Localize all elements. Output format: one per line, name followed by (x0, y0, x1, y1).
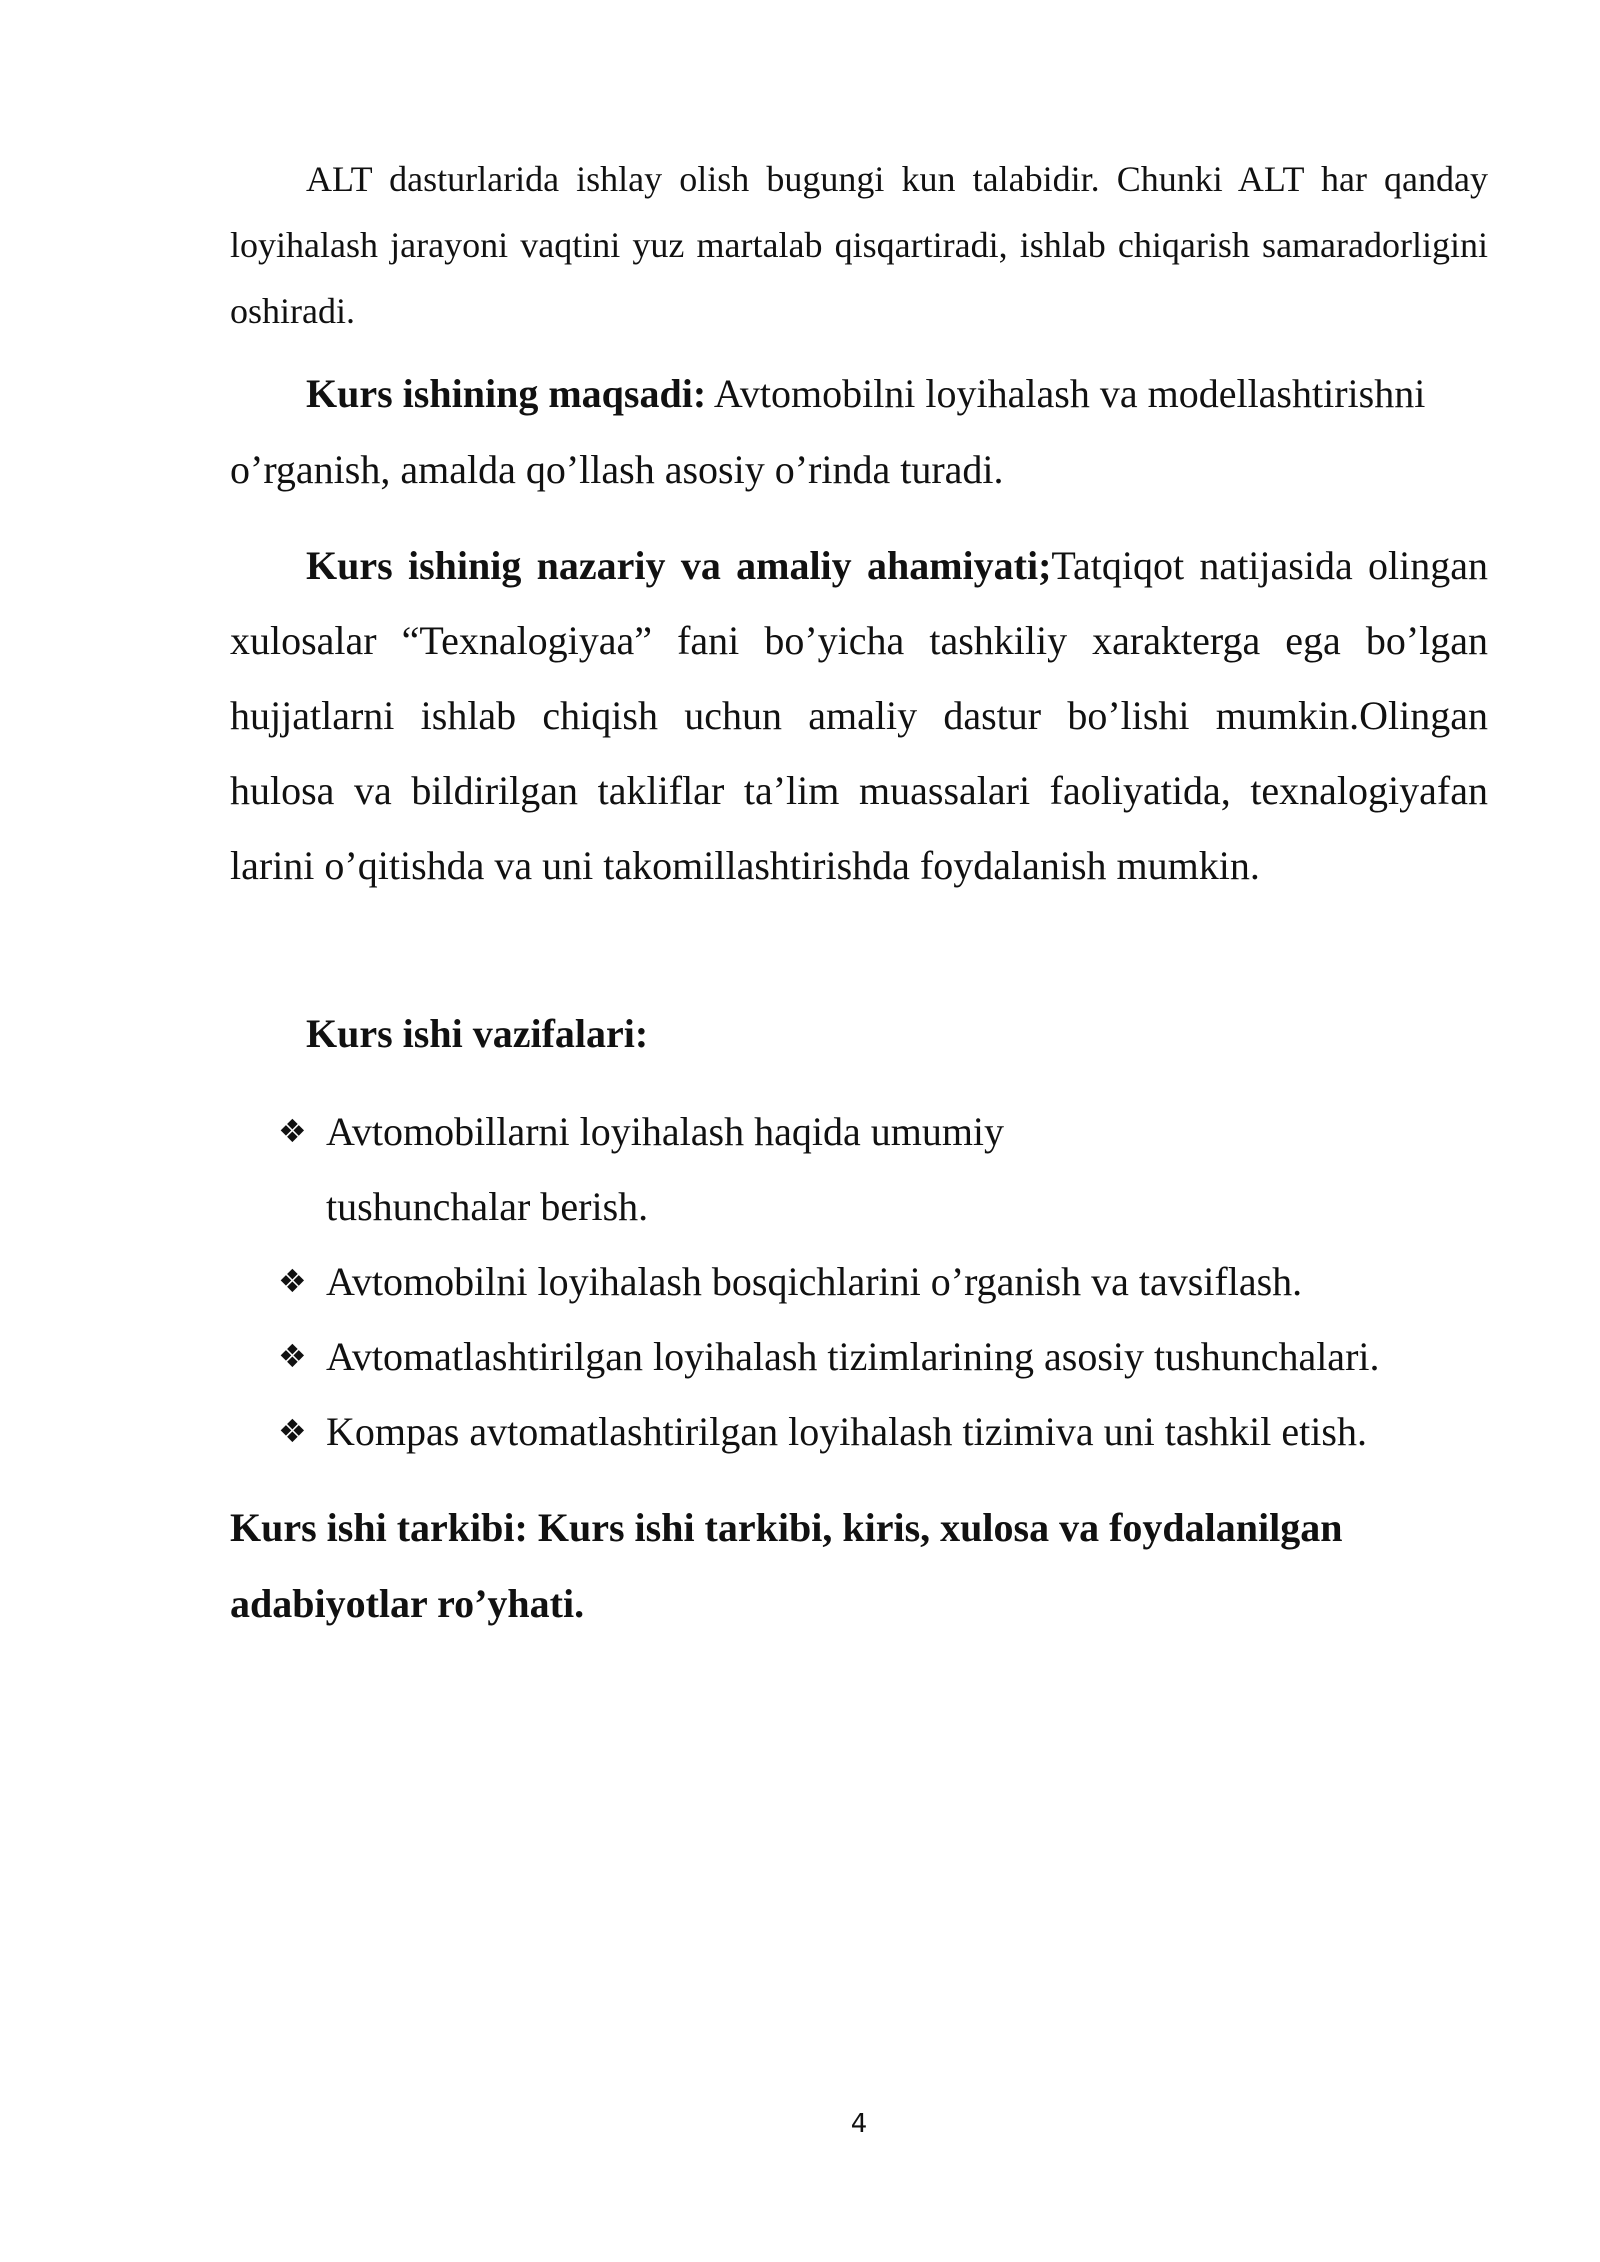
diamond-bullet-icon: ❖ (278, 1337, 307, 1375)
task-text: Avtomobillarni loyihalash haqida umumiy tushunchalar berish. (326, 1109, 1005, 1229)
significance-text: Tatqiqot natijasida olingan xulosalar “Texnalogiyaa” fani bo’yicha tashkiliy xarakterga ega bo’lgan hujjatlarni ishlab chiqish uchun amaliy dastur bo’lishi mumkin.Olingan hulosa va bildirilgan takliflar ta’lim muassalari faoliyatida, texnalogiyafan larini o’qitishda va uni takomillashtirishda foydalanish mumkin. (230, 543, 1488, 888)
page-number: 4 (850, 2109, 868, 2139)
list-item (278, 1094, 1488, 1244)
task-text: Avtomatlashtirilgan loyihalash tizimlarining asosiy tushunchalari. (326, 1334, 1380, 1379)
list-item (278, 1319, 1488, 1394)
significance-paragraph (230, 528, 1488, 903)
goal-label: Kurs ishining maqsadi: (306, 371, 707, 416)
list-item (278, 1394, 1488, 1469)
diamond-bullet-icon: ❖ (278, 1112, 307, 1150)
diamond-bullet-icon: ❖ (278, 1412, 307, 1450)
goal-text: Avtomobilni loyihalash va modellashtirishni o’rganish, amalda qo’llash asosiy o’rinda turadi. (230, 371, 1426, 492)
structure-paragraph: Kurs ishi tarkibi: Kurs ishi tarkibi, kiris, xulosa va foydalanilgan adabiyotlar ro’yhati. (230, 1505, 1343, 1626)
task-text: Avtomobilni loyihalash bosqichlarini o’rganish va tavsiflash. (326, 1259, 1303, 1304)
significance-label: Kurs ishinig nazariy va amaliy ahamiyati; (306, 543, 1052, 588)
tasks-heading: Kurs ishi vazifalari: (306, 1011, 649, 1056)
tasks-list (278, 1094, 1488, 1469)
intro-paragraph: ALT dasturlarida ishlay olish bugungi kun talabidir. Chunki ALT har qanday loyihalash jarayoni vaqtini yuz martalab qisqartiradi, ishlab chiqarish samaradorligini oshiradi. (230, 159, 1488, 331)
task-text: Kompas avtomatlashtirilgan loyihalash tizimiva uni tashkil etish. (326, 1409, 1367, 1454)
list-item (278, 1244, 1488, 1319)
diamond-bullet-icon: ❖ (278, 1262, 307, 1300)
goal-paragraph (230, 356, 1488, 508)
document-page (230, 0, 1488, 2262)
